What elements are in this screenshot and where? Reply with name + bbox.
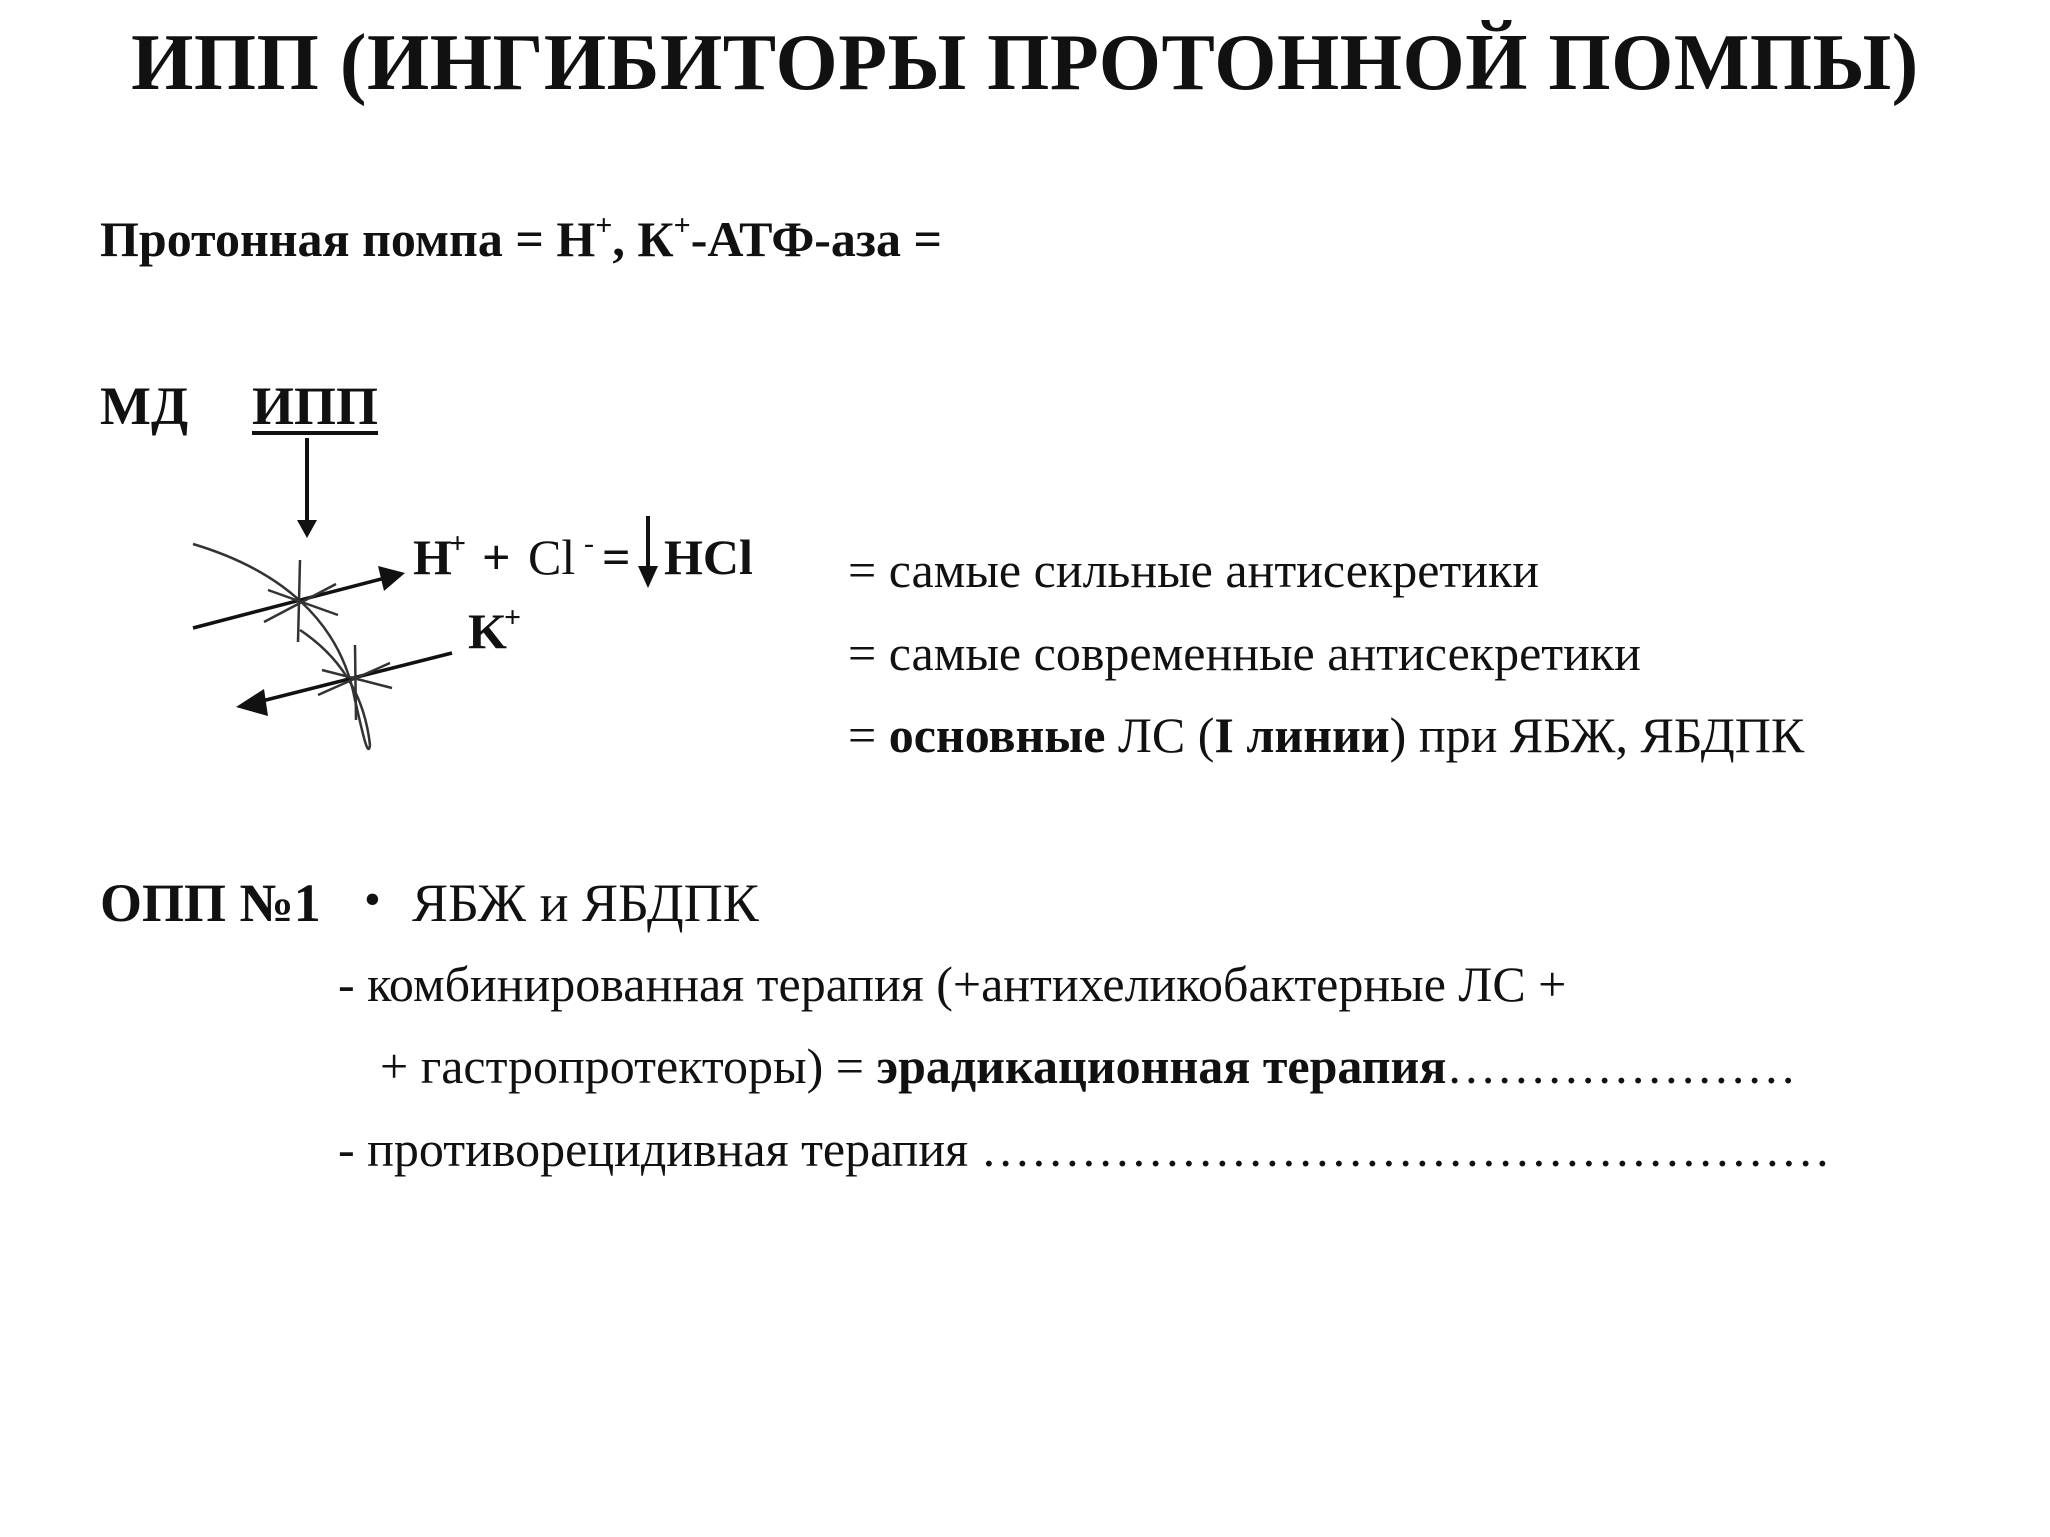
property-3-mid: ЛС ( — [1105, 707, 1215, 763]
combined-therapy-line: - комбинированная терапия (+антихеликобактерные ЛС + — [338, 956, 1567, 1012]
h-out-arrowhead — [378, 566, 405, 591]
opp-indication: ЯБЖ и ЯБДПК — [412, 873, 759, 933]
property-1: = самые сильные антисекретики — [848, 542, 1540, 598]
h-out-arrow — [193, 578, 385, 628]
eradication-dots: ………………… — [1446, 1038, 1797, 1094]
eq-h: H — [413, 529, 452, 585]
pump-sup-k: + — [673, 209, 691, 242]
page-title: ИПП (ИНГИБИТОРЫ ПРОТОННОЙ ПОМПЫ) — [131, 19, 1919, 107]
property-3-bold-main: основные — [888, 707, 1106, 763]
eq-cl-sup: - — [584, 527, 594, 560]
eradication-pre: + гастропротекторы) = — [380, 1038, 877, 1094]
eq-cl: Cl — [528, 529, 576, 585]
eq-plus: + — [482, 529, 511, 585]
antirelapse-therapy-line: - противорецидивная терапия …………………………………………… — [338, 1121, 1831, 1177]
hcl-down-arrowhead — [638, 566, 658, 588]
property-2: = самые современные антисекретики — [848, 625, 1641, 681]
membrane-curve — [193, 544, 370, 749]
md-label: МД — [100, 376, 189, 436]
opp-bullet: • — [364, 873, 381, 926]
k-in-arrowhead — [236, 689, 268, 716]
eq-k-sup: + — [504, 601, 522, 634]
eq-hcl: HCl — [664, 529, 753, 585]
eradication-therapy: эрадикационная терапия — [876, 1038, 1447, 1094]
pump-sup-h: + — [595, 209, 613, 242]
property-3-pre: = — [848, 707, 889, 763]
pump-tail: -АТФ-аза = — [690, 211, 942, 267]
ipp-label: ИПП — [252, 376, 379, 436]
property-3 — [848, 706, 1804, 764]
eq-equals: = — [602, 529, 631, 585]
property-3-post: ) при ЯБЖ, ЯБДПК — [1389, 707, 1805, 763]
eradication-line — [380, 1037, 1796, 1095]
eq-k: K — [468, 603, 507, 659]
eq-h-sup: + — [449, 527, 467, 560]
ipp-down-arrowhead — [297, 520, 317, 538]
pump-lead: Протонная помпа = Н — [100, 211, 596, 267]
opp-label: ОПП №1 — [100, 873, 321, 933]
property-3-bold-line: I линии — [1214, 707, 1390, 763]
pump-mid: , К — [612, 211, 674, 267]
